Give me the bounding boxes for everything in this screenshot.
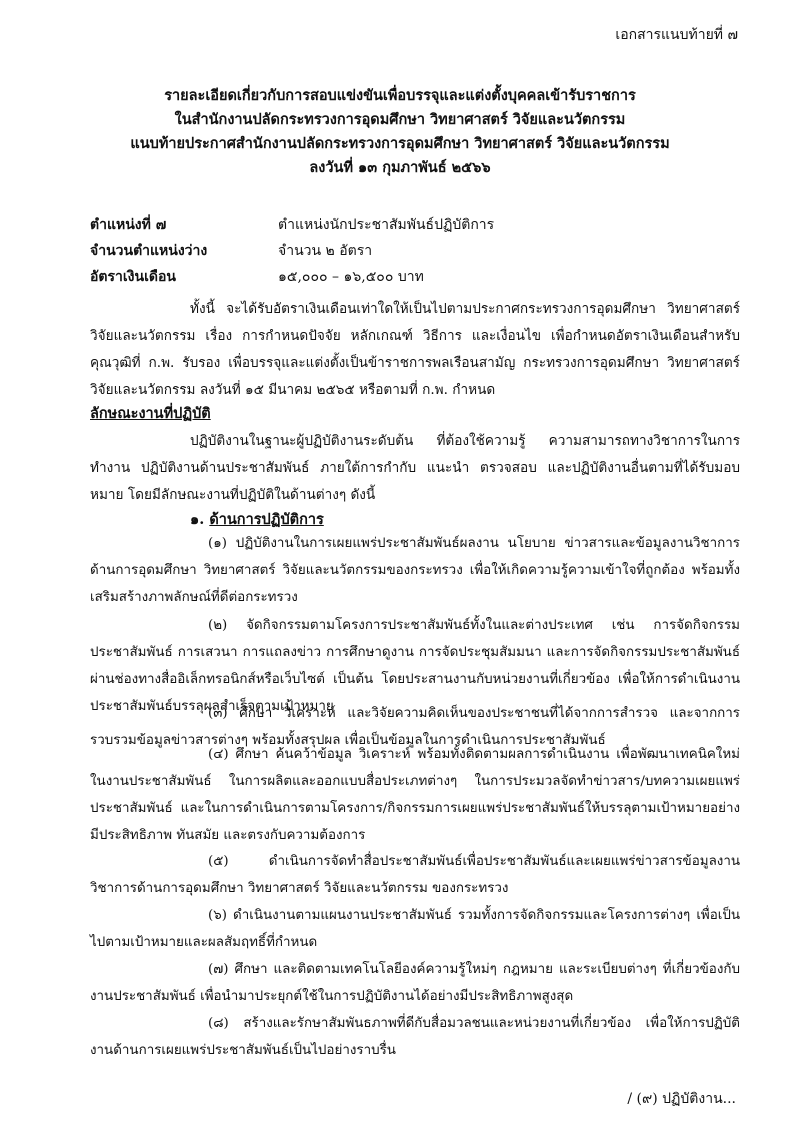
duty-item-4 (90, 741, 740, 849)
section-1-title: ด้านการปฏิบัติการ (209, 511, 324, 528)
duty-item-6 (90, 902, 740, 956)
duty-item-text: (๑) ปฏิบัติงานในการเผยแพร่ประชาสัมพันธ์ผลงาน นโยบาย ข่าวสารและข้อมูลงานวิชาการด้านการอุดมศึกษา วิทยาศาสตร์ วิจัยและนวัตกรรมของกระทรวง เพื่อให้เกิดความรู้ความเข้าใจที่ถูกต้อง พร้อมทั้งเสริมสร้างภาพลักษณ์ที่ดีต่อกระทรวง (90, 536, 740, 605)
duty-item-text: (๔) ศึกษา ค้นคว้าข้อมูล วิเคราะห์ พร้อมทั้งติดตามผลการดำเนินงาน เพื่อพัฒนาเทคนิคใหม่ในงานประชาสัมพันธ์ ในการผลิตและออกแบบสื่อประเภทต่างๆ ในการประมวลจัดทำข่าวสาร/บทความเผยแพร่ประชาสัมพันธ์ และในการดำเนินการตามโครงการ/กิจกรรมการเผยแพร่ประชาสัมพันธ์ให้บรรลุตามเป้าหมายอย่างมีประสิทธิภาพ ทันสมัย และตรงกับความต้องการ (90, 747, 740, 843)
position-row (90, 212, 494, 238)
vacancy-value: จำนวน ๒ อัตรา (278, 243, 373, 259)
position-info (90, 212, 494, 290)
salary-note-text: ทั้งนี้ จะได้รับอัตราเงินเดือนเท่าใดให้เป็นไปตามประกาศกระทรวงการอุดมศึกษา วิทยาศาสตร์ วิจัยและนวัตกรรม เรื่อง การกำหนดปัจจัย หลักเกณฑ์ วิธีการ และเงื่อนไข เพื่อกำหนดอัตราเงินเดือนสำหรับคุณวุฒิที่ ก.พ. รับรอง เพื่อบรรจุและแต่งตั้งเป็นข้าราชการพลเรือนสามัญ กระทรวงการอุดมศึกษา วิทยาศาสตร์ วิจัยและนวัตกรรม ลงวันที่ ๑๕ มีนาคม ๒๕๖๕ หรือตามที่ ก.พ. กำหนด (90, 301, 740, 398)
duty-item-8 (90, 1010, 740, 1064)
section-1-heading (190, 508, 324, 531)
vacancy-row (90, 238, 494, 264)
heading-line-2: ในสำนักงานปลัดกระทรวงการอุดมศึกษา วิทยาศาสตร์ วิจัยและนวัตกรรม (174, 111, 626, 128)
duty-item-7 (90, 956, 740, 1010)
duty-item-text: (๖) ดำเนินงานตามแผนงานประชาสัมพันธ์ รวมทั้งการจัดกิจกรรมและโครงการต่างๆ เพื่อเป็นไปตามเป้าหมายและผลสัมฤทธิ์ที่กำหนด (90, 908, 740, 950)
annex-label: เอกสารแนบท้ายที่ ๗ (615, 27, 738, 43)
heading-line-4: ลงวันที่ ๑๓ กุมภาพันธ์ ๒๕๖๖ (309, 159, 491, 176)
salary-row (90, 264, 494, 290)
duty-item-text: (๓) ศึกษา วิเคราะห์ และวิจัยความคิดเห็นของประชาชนที่ได้จากการสำรวจ และจากการรวบรวมข้อมูลข่าวสารต่างๆ พร้อมทั้งสรุปผล เพื่อเป็นข้อมูลในการดำเนินการประชาสัมพันธ์ (90, 706, 740, 748)
duties-heading: ลักษณะงานที่ปฏิบัติ (90, 405, 211, 422)
heading-line-1: รายละเอียดเกี่ยวกับการสอบแข่งขันเพื่อบรรจุและแต่งตั้งบุคคลเข้ารับราชการ (164, 87, 636, 104)
duty-item-text: (๒) จัดกิจกรรมตามโครงการประชาสัมพันธ์ทั้งในและต่างประเทศ เช่น การจัดกิจกรรมประชาสัมพันธ์ การเสวนา การแถลงข่าว การศึกษาดูงาน การจัดประชุมสัมมนา และการจัดกิจกรรมประชาสัมพันธ์ผ่านช่องทางสื่ออิเล็กทรอนิกส์หรือเว็บไซต์ เป็นต้น โดยประสานงานกับหน่วยงานที่เกี่ยวข้อง เพื่อให้การดำเนินงานประชาสัมพันธ์บรรลุผลสำเร็จตามเป้าหมาย (90, 618, 740, 714)
duties-intro-paragraph (90, 428, 740, 509)
salary-label: อัตราเงินเดือน (90, 269, 176, 285)
vacancy-label: จำนวนตำแหน่งว่าง (90, 243, 208, 259)
duty-item-5 (90, 848, 740, 902)
continuation-note: / (๙) ปฏิบัติงาน... (627, 1091, 736, 1107)
position-label: ตำแหน่งที่ ๗ (90, 217, 167, 233)
salary-value: ๑๕,๐๐๐ – ๑๖,๕๐๐ บาท (278, 269, 424, 285)
salary-note-paragraph (90, 296, 740, 404)
duty-item-1 (90, 530, 740, 611)
duty-item-text: (๗) ศึกษา และติดตามเทคโนโลยีองค์ความรู้ใหม่ๆ กฎหมาย และระเบียบต่างๆ ที่เกี่ยวข้องกับงานประชาสัมพันธ์ เพื่อนำมาประยุกต์ใช้ในการปฏิบัติงานได้อย่างมีประสิทธิภาพสูงสุด (90, 962, 740, 1004)
heading-line-3: แนบท้ายประกาศสำนักงานปลัดกระทรวงการอุดมศึกษา วิทยาศาสตร์ วิจัยและนวัตกรรม (130, 135, 670, 152)
duty-item-text: (๕) ดำเนินการจัดทำสื่อประชาสัมพันธ์เพื่อประชาสัมพันธ์และเผยแพร่ข่าวสารข้อมูลงานวิชาการด้านการอุดมศึกษา วิทยาศาสตร์ วิจัยและนวัตกรรม ของกระทรวง (90, 854, 740, 896)
position-value: ตำแหน่งนักประชาสัมพันธ์ปฏิบัติการ (278, 217, 495, 233)
document-heading (90, 84, 710, 180)
section-1-number: ๑. (190, 511, 205, 528)
duty-item-text: (๘) สร้างและรักษาสัมพันธภาพที่ดีกับสื่อมวลชนและหน่วยงานที่เกี่ยวข้อง เพื่อให้การปฏิบัติงานด้านการเผยแพร่ประชาสัมพันธ์เป็นไปอย่างราบรื่น (90, 1016, 740, 1058)
duties-intro-text: ปฏิบัติงานในฐานะผู้ปฏิบัติงานระดับต้น ที่ต้องใช้ความรู้ ความสามารถทางวิชาการในการทำงาน ปฏิบัติงานด้านประชาสัมพันธ์ ภายใต้การกำกับ แนะนำ ตรวจสอบ และปฏิบัติงานอื่นตามที่ได้รับมอบหมาย โดยมีลักษณะงานที่ปฏิบัติในด้านต่างๆ ดังนี้ (90, 433, 740, 503)
